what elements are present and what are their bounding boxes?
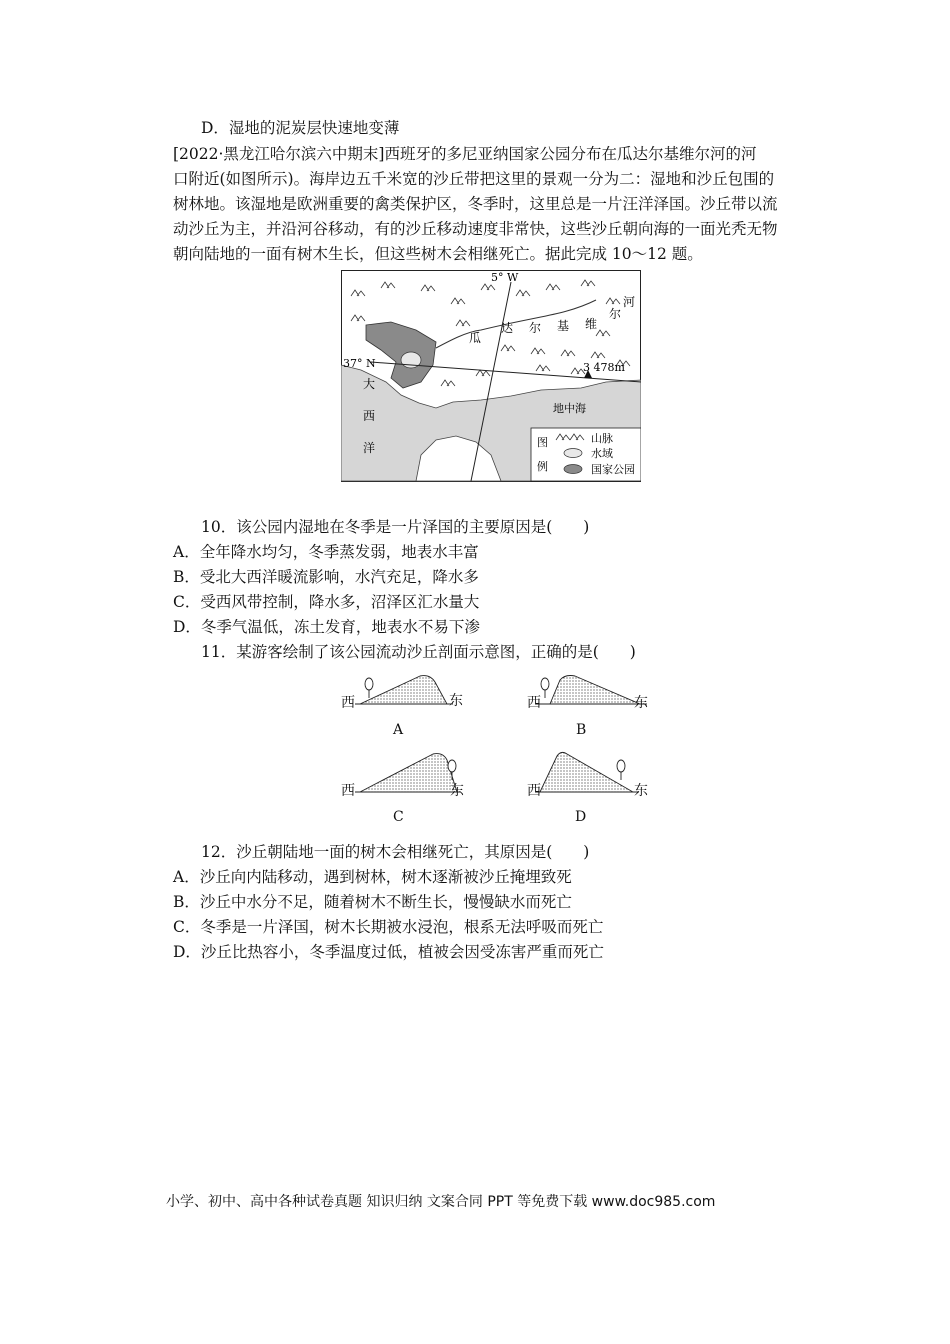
river-char-7: 河: [623, 295, 636, 309]
option-d-previous: D．湿地的泥炭层快速地变薄: [201, 119, 400, 137]
passage-line-5: 朝向陆地的一面有树木生长，但这些树木会相继死亡。据此完成 10～12 题。: [173, 245, 703, 263]
legend-park-symbol: [564, 465, 582, 474]
river-char-4: 基: [557, 319, 570, 333]
passage-line-1: [2022·黑龙江哈尔滨六中期末]西班牙的多尼亚纳国家公园分布在瓜达尔基维尔河的河: [173, 145, 757, 163]
profile-a-label: A: [393, 722, 404, 738]
profile-d-west: 西: [527, 783, 541, 799]
passage-line-3: 树林地。该湿地是欧洲重要的禽类保护区，冬季时，这里总是一片汪洋泽国。沙丘带以流: [173, 195, 778, 213]
profile-b[interactable]: [535, 676, 647, 705]
q10-option-b[interactable]: B．受北大西洋暖流影响，水汽充足，降水多: [173, 568, 479, 586]
profile-d[interactable]: [535, 752, 639, 792]
profile-c-west: 西: [341, 783, 355, 799]
latitude-label: 37° N: [343, 357, 376, 370]
river-char-2: 达: [501, 321, 514, 335]
profile-b-label: B: [576, 722, 587, 738]
profile-b-west: 西: [527, 695, 541, 711]
q12-option-c[interactable]: C．冬季是一片泽国，树木长期被水浸泡，根系无法呼吸而死亡: [173, 918, 604, 936]
profile-a-west: 西: [341, 695, 355, 711]
legend-mountain: 山脉: [591, 432, 613, 445]
elevation-label: 3 478m: [583, 361, 625, 374]
legend-water-symbol: [564, 449, 582, 458]
profile-c-east: 东: [450, 783, 464, 799]
q10-option-d[interactable]: D．冬季气温低，冻土发育，地表水不易下渗: [173, 618, 480, 636]
atlantic-char-3: 洋: [363, 441, 376, 455]
dune-profiles: [335, 668, 655, 828]
river-char-5: 维: [585, 317, 598, 331]
passage-line-4: 动沙丘为主，并沿河谷移动，有的沙丘移动速度非常快，这些沙丘朝向海的一面光秃无物: [173, 220, 778, 238]
profile-d-east: 东: [634, 783, 648, 799]
donana-map: [341, 270, 641, 482]
mediterranean-label: 地中海: [553, 402, 586, 415]
profile-d-label: D: [575, 809, 587, 825]
map-legend: [531, 428, 641, 481]
profile-a[interactable]: [355, 676, 453, 704]
q10-option-c[interactable]: C．受西风带控制，降水多，沼泽区汇水量大: [173, 593, 480, 611]
q10-stem: 10．该公园内湿地在冬季是一片泽国的主要原因是( ): [201, 518, 590, 536]
profile-a-east: 东: [449, 693, 463, 709]
q10-option-a[interactable]: A．全年降水均匀，冬季蒸发弱，地表水丰富: [173, 543, 479, 561]
q12-option-d[interactable]: D．沙丘比热容小，冬季温度过低，植被会因受冻害严重而死亡: [173, 943, 604, 961]
profile-c-label: C: [393, 809, 404, 825]
profile-b-east: 东: [634, 695, 648, 711]
river-char-1: 瓜: [469, 331, 482, 345]
q12-stem: 12．沙丘朝陆地一面的树木会相继死亡，其原因是( ): [201, 843, 590, 861]
legend-title-1: 图: [537, 436, 548, 449]
longitude-label: 5° W: [491, 271, 519, 284]
river-char-6: 尔: [609, 307, 622, 321]
profile-c[interactable]: [355, 754, 461, 792]
atlantic-char-2: 西: [363, 409, 376, 423]
page-footer: 小学、初中、高中各种试卷真题 知识归纳 文案合同 PPT 等免费下载 www.doc985.com: [166, 1194, 716, 1210]
river-char-3: 尔: [529, 321, 542, 335]
legend-park: 国家公园: [591, 463, 635, 476]
q12-option-a[interactable]: A．沙丘向内陆移动，遇到树林，树木逐渐被沙丘掩埋致死: [173, 868, 572, 886]
legend-water: 水域: [591, 447, 613, 460]
passage-line-2: 口附近(如图所示)。海岸边五千米宽的沙丘带把这里的景观一分为二：湿地和沙丘包围的: [173, 170, 775, 188]
q11-stem: 11．某游客绘制了该公园流动沙丘剖面示意图，正确的是( ): [201, 643, 636, 661]
atlantic-char-1: 大: [363, 377, 376, 391]
legend-title-2: 例: [537, 460, 548, 473]
q12-option-b[interactable]: B．沙丘中水分不足，随着树木不断生长，慢慢缺水而死亡: [173, 893, 572, 911]
